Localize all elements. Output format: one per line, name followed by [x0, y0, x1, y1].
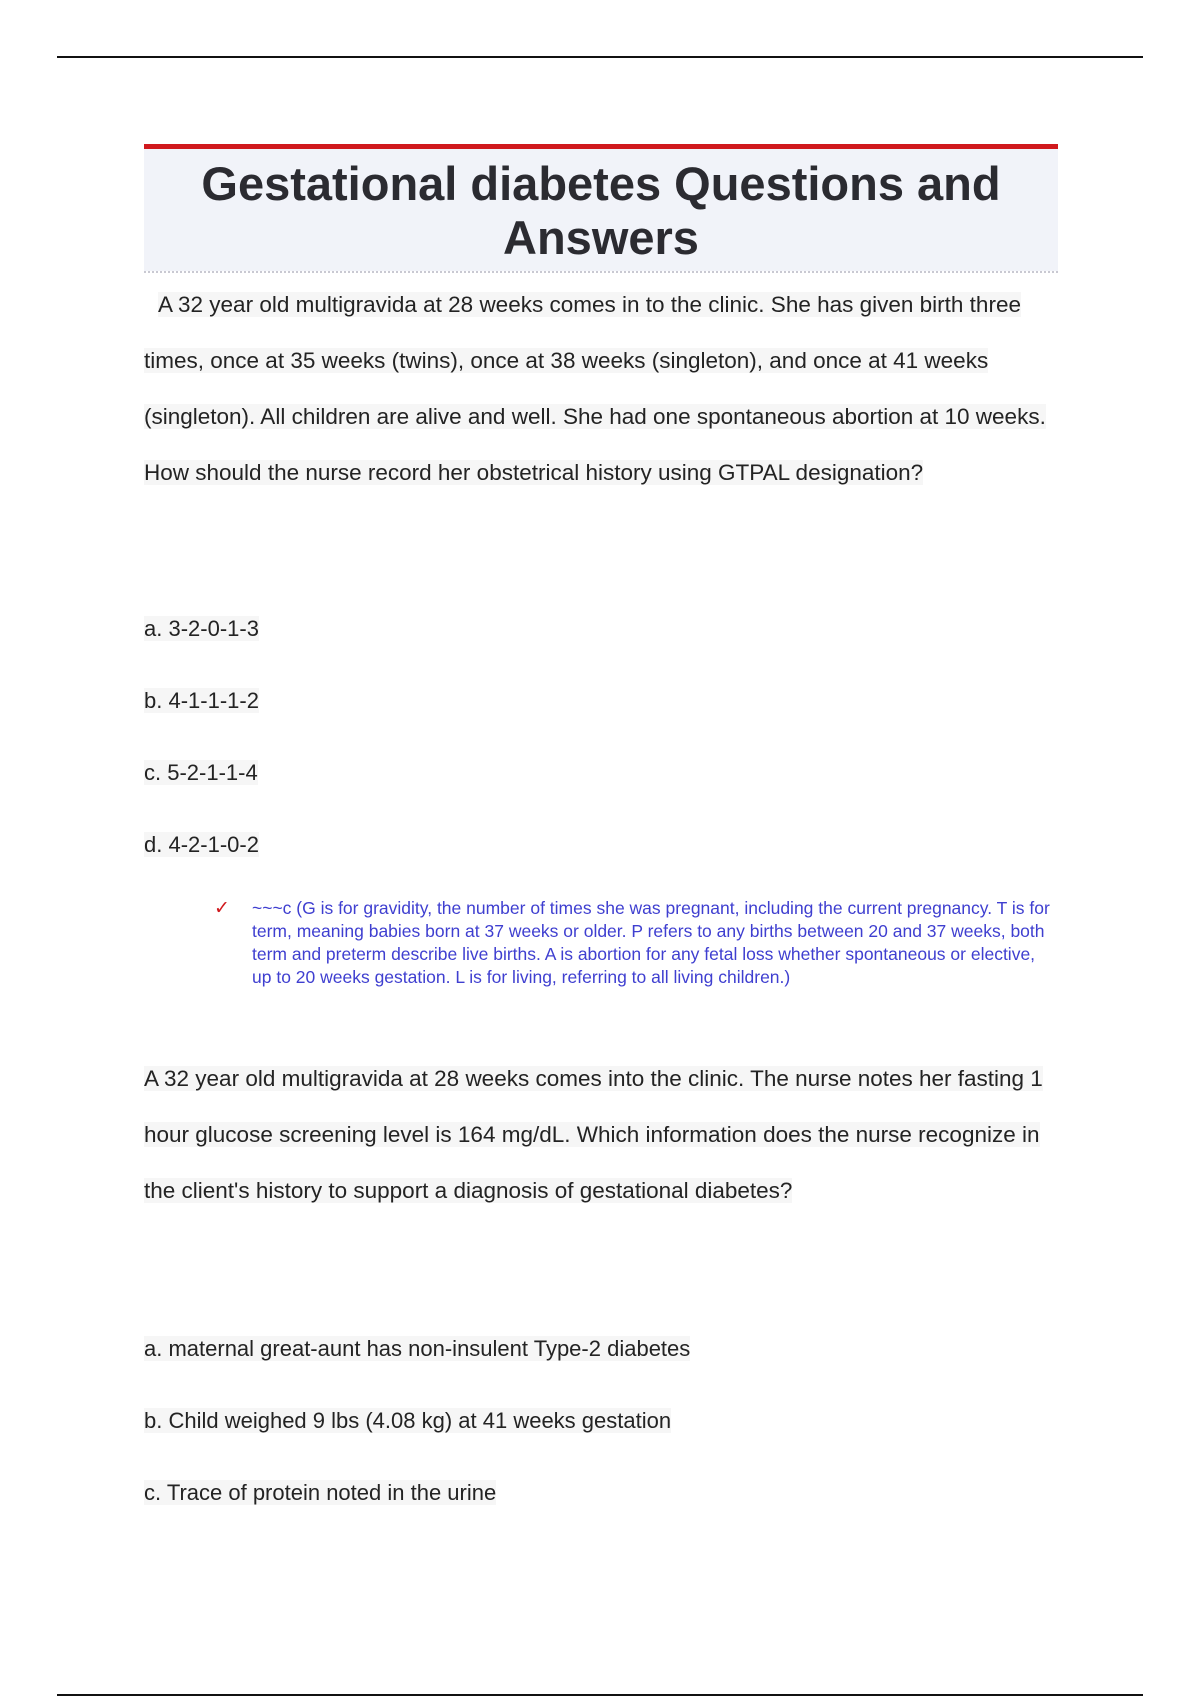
page-title: Gestational diabetes Questions and Answers	[201, 157, 1001, 264]
document-page	[144, 144, 1058, 1545]
question-1-text: A 32 year old multigravida at 28 weeks comes in to the clinic. She has given birth three times, once at 35 weeks (twins), once at 38 weeks (singleton), and once at 41 weeks (singleton). All children are alive and well. She had one spontaneous abortion at 10 weeks. How should the nurse record her obstetrical history using GTPAL designation?	[144, 292, 1046, 485]
question-1-answer	[214, 897, 1052, 989]
page-bottom-rule	[57, 1694, 1143, 1696]
title-dotted-divider	[144, 271, 1058, 273]
checkmark-icon: ✓	[214, 898, 230, 919]
question-2-options	[144, 1329, 1058, 1545]
option-a: a. 3-2-0-1-3	[144, 616, 259, 641]
option-c: c. Trace of protein noted in the urine	[144, 1480, 497, 1505]
option-a: a. maternal great-aunt has non-insulent Type-2 diabetes	[144, 1336, 691, 1361]
answer-text: ~~~c (G is for gravidity, the number of times she was pregnant, including the current pregnancy. T is for term, meaning babies born at 37 weeks or older. P refers to any births between 20 and 37 weeks, both term and preterm describe live births. A is abortion for any fetal loss whether spontaneous or elective, up to 20 weeks gestation. L is for living, referring to all living children.)	[252, 898, 1050, 987]
option-d: d. 4-2-1-0-2	[144, 832, 259, 857]
title-banner	[144, 144, 1058, 271]
question-2-text: A 32 year old multigravida at 28 weeks comes into the clinic. The nurse notes her fasting 1 hour glucose screening level is 164 mg/dL. Which information does the nurse recognize in the client's history to support a diagnosis of gestational diabetes?	[144, 1066, 1043, 1203]
question-2	[144, 1051, 1058, 1545]
option-c: c. 5-2-1-1-4	[144, 760, 258, 785]
question-1-options	[144, 609, 1058, 897]
option-b: b. Child weighed 9 lbs (4.08 kg) at 41 weeks gestation	[144, 1408, 672, 1433]
page-top-rule	[57, 56, 1143, 58]
question-1	[144, 277, 1058, 989]
option-b: b. 4-1-1-1-2	[144, 688, 259, 713]
